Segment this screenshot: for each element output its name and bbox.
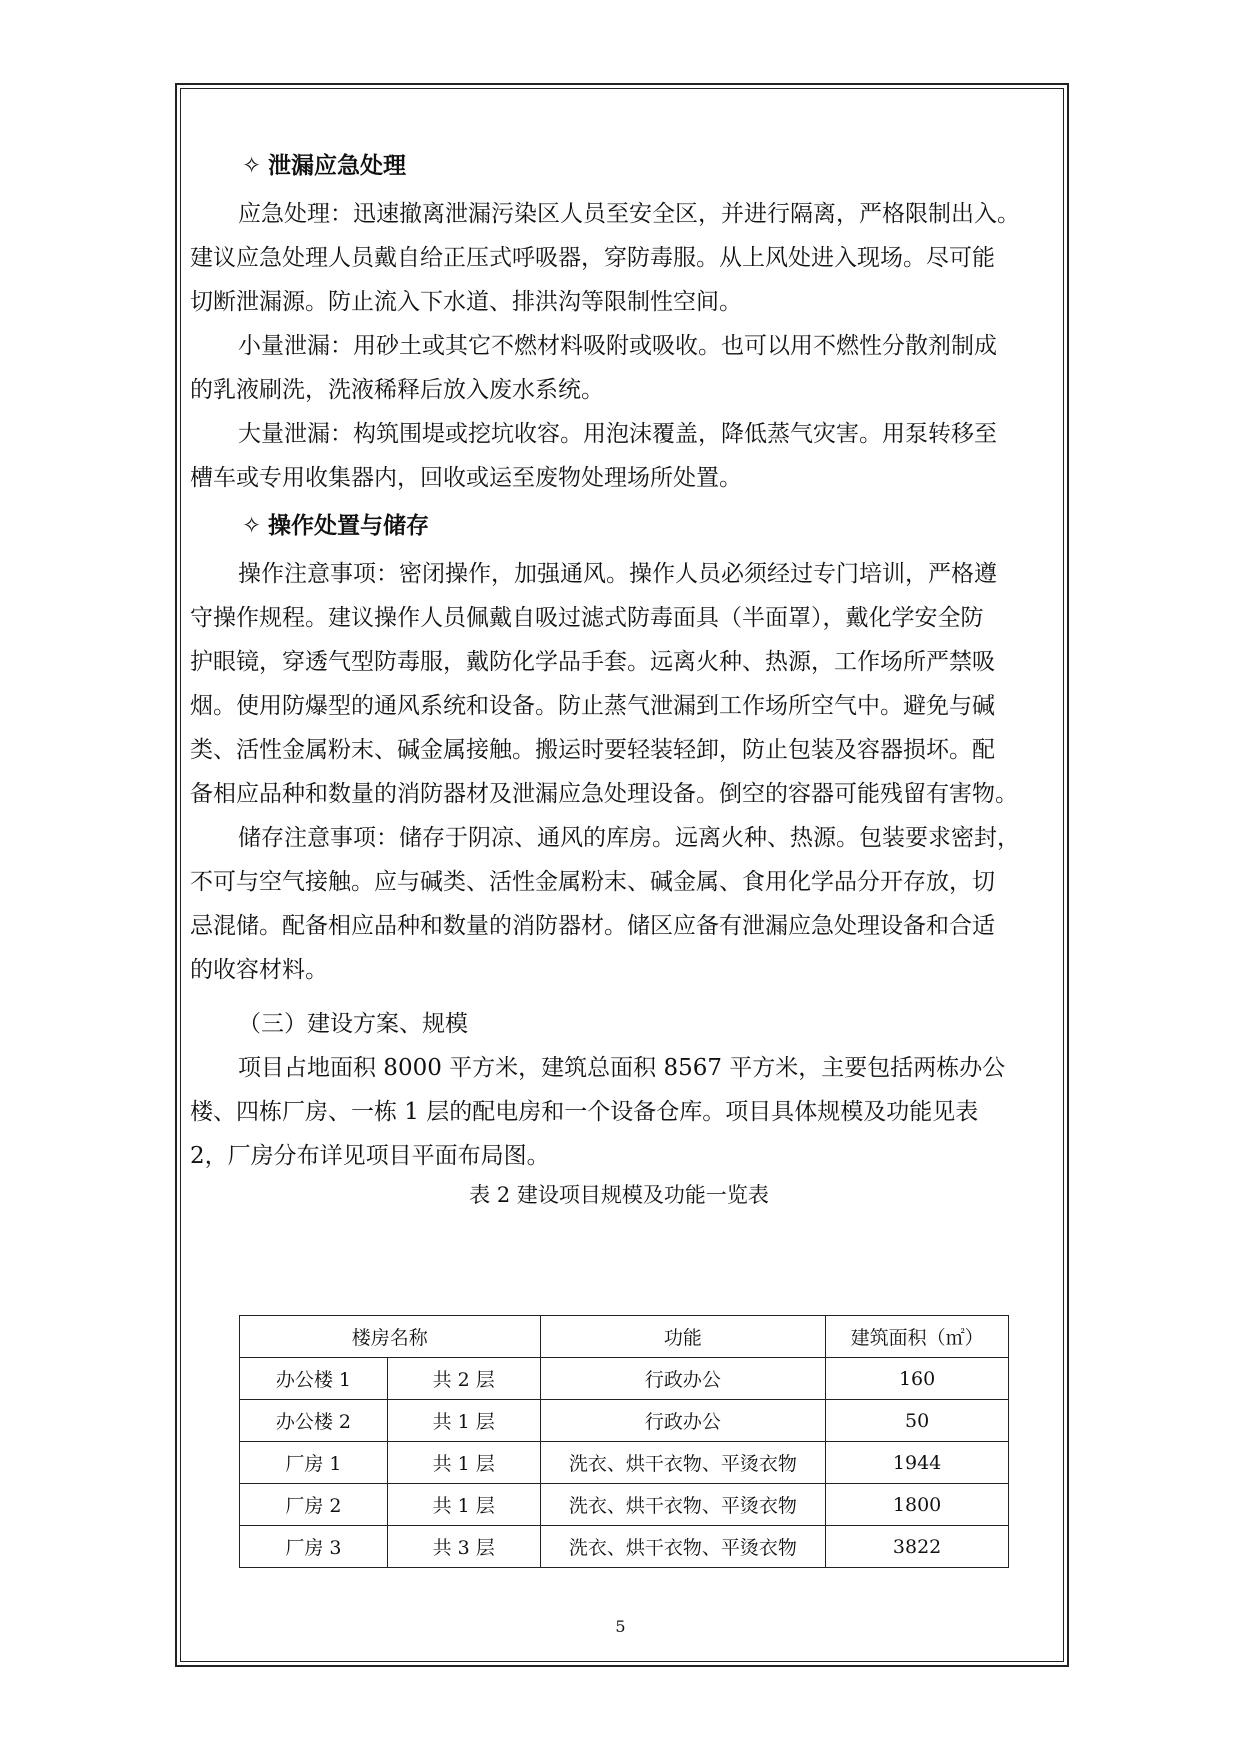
text-line: 大量泄漏：构筑围堤或挖坑收容。用泡沫覆盖，降低蒸气灾害。用泵转移至 xyxy=(238,421,997,447)
section-title: 操作处置与储存 xyxy=(268,513,429,539)
cell-function: 洗衣、烘干衣物、平烫衣物 xyxy=(540,1442,826,1484)
header-function: 功能 xyxy=(540,1316,826,1358)
text-line: 备相应品种和数量的消防器材及泄漏应急处理设备。倒空的容器可能残留有害物。 xyxy=(190,781,1018,807)
page-number: 5 xyxy=(615,1617,626,1636)
paragraph-operation xyxy=(190,552,1058,816)
text-line: 不可与空气接触。应与碱类、活性金属粉末、碱金属、食用化学品分开存放，切 xyxy=(190,869,995,895)
text-line: 类、活性金属粉末、碱金属接触。搬运时要轻装轻卸，防止包装及容器损坏。配 xyxy=(190,737,995,763)
text-line: 储存注意事项：储存于阴凉、通风的库房。远离火种、热源。包装要求密封， xyxy=(238,825,1020,851)
paragraph-small-leak xyxy=(190,324,1058,412)
text-line: 切断泄漏源。防止流入下水道、排洪沟等限制性空间。 xyxy=(190,289,742,315)
text-line: 建议应急处理人员戴自给正压式呼吸器，穿防毒服。从上风处进入现场。尽可能 xyxy=(190,245,995,271)
cell-name: 厂房 3 xyxy=(240,1526,388,1568)
table-row xyxy=(240,1442,1009,1484)
text-line: 2，厂房分布详见项目平面布局图。 xyxy=(190,1143,550,1169)
cell-floors: 共 3 层 xyxy=(387,1526,540,1568)
diamond-star-icon: ✧ xyxy=(242,513,262,539)
paragraph-storage xyxy=(190,816,1058,992)
section-heading-leak xyxy=(190,140,1058,192)
text-line: 楼、四栋厂房、一栋 1 层的配电房和一个设备仓库。项目具体规模及功能见表 xyxy=(190,1099,979,1125)
paragraph-construction xyxy=(190,1046,1058,1178)
cell-area: 50 xyxy=(826,1400,1009,1442)
section-heading-handling xyxy=(190,500,1058,552)
header-building-name: 楼房名称 xyxy=(240,1316,541,1358)
table-row xyxy=(240,1358,1009,1400)
cell-floors: 共 1 层 xyxy=(387,1400,540,1442)
cell-floors: 共 2 层 xyxy=(387,1358,540,1400)
cell-area: 1800 xyxy=(826,1484,1009,1526)
paragraph-emergency xyxy=(190,192,1058,324)
cell-area: 3822 xyxy=(826,1526,1009,1568)
table-caption: 表 2 建设项目规模及功能一览表 xyxy=(469,1183,769,1207)
section-label-construction: （三）建设方案、规模 xyxy=(238,1011,468,1037)
cell-function: 洗衣、烘干衣物、平烫衣物 xyxy=(540,1526,826,1568)
text-line: 守操作规程。建议操作人员佩戴自吸过滤式防毒面具（半面罩），戴化学安全防 xyxy=(190,605,984,631)
text-line: 应急处理：迅速撤离泄漏污染区人员至安全区，并进行隔离，严格限制出入。 xyxy=(238,201,1020,227)
text-line: 操作注意事项：密闭操作，加强通风。操作人员必须经过专门培训，严格遵 xyxy=(238,561,997,587)
table-row xyxy=(240,1400,1009,1442)
text-line: 项目占地面积 8000 平方米，建筑总面积 8567 平方米，主要包括两栋办公 xyxy=(238,1055,1006,1081)
cell-name: 厂房 2 xyxy=(240,1484,388,1526)
cell-function: 洗衣、烘干衣物、平烫衣物 xyxy=(540,1484,826,1526)
cell-name: 办公楼 2 xyxy=(240,1400,388,1442)
header-area: 建筑面积（㎡） xyxy=(826,1316,1009,1358)
cell-floors: 共 1 层 xyxy=(387,1442,540,1484)
cell-area: 1944 xyxy=(826,1442,1009,1484)
cell-name: 办公楼 1 xyxy=(240,1358,388,1400)
section-title: 泄漏应急处理 xyxy=(268,153,406,179)
cell-function: 行政办公 xyxy=(540,1400,826,1442)
diamond-star-icon: ✧ xyxy=(242,153,262,179)
cell-area: 160 xyxy=(826,1358,1009,1400)
table-header-row xyxy=(240,1316,1009,1358)
text-line: 忌混储。配备相应品种和数量的消防器材。储区应备有泄漏应急处理设备和合适 xyxy=(190,913,995,939)
document-body xyxy=(190,140,1058,1210)
text-line: 的收容材料。 xyxy=(190,957,328,983)
text-line: 的乳液刷洗，洗液稀释后放入废水系统。 xyxy=(190,377,604,403)
text-line: 护眼镜，穿透气型防毒服，戴防化学品手套。远离火种、热源，工作场所严禁吸 xyxy=(190,649,995,675)
text-line: 槽车或专用收集器内，回收或运至废物处理场所处置。 xyxy=(190,465,742,491)
cell-function: 行政办公 xyxy=(540,1358,826,1400)
paragraph-large-leak xyxy=(190,412,1058,500)
table-row xyxy=(240,1526,1009,1568)
cell-floors: 共 1 层 xyxy=(387,1484,540,1526)
table-row xyxy=(240,1484,1009,1526)
text-line: 小量泄漏：用砂土或其它不燃材料吸附或吸收。也可以用不燃性分散剂制成 xyxy=(238,333,997,359)
building-scale-table xyxy=(239,1315,1009,1568)
cell-name: 厂房 1 xyxy=(240,1442,388,1484)
text-line: 烟。使用防爆型的通风系统和设备。防止蒸气泄漏到工作场所空气中。避免与碱 xyxy=(190,693,995,719)
